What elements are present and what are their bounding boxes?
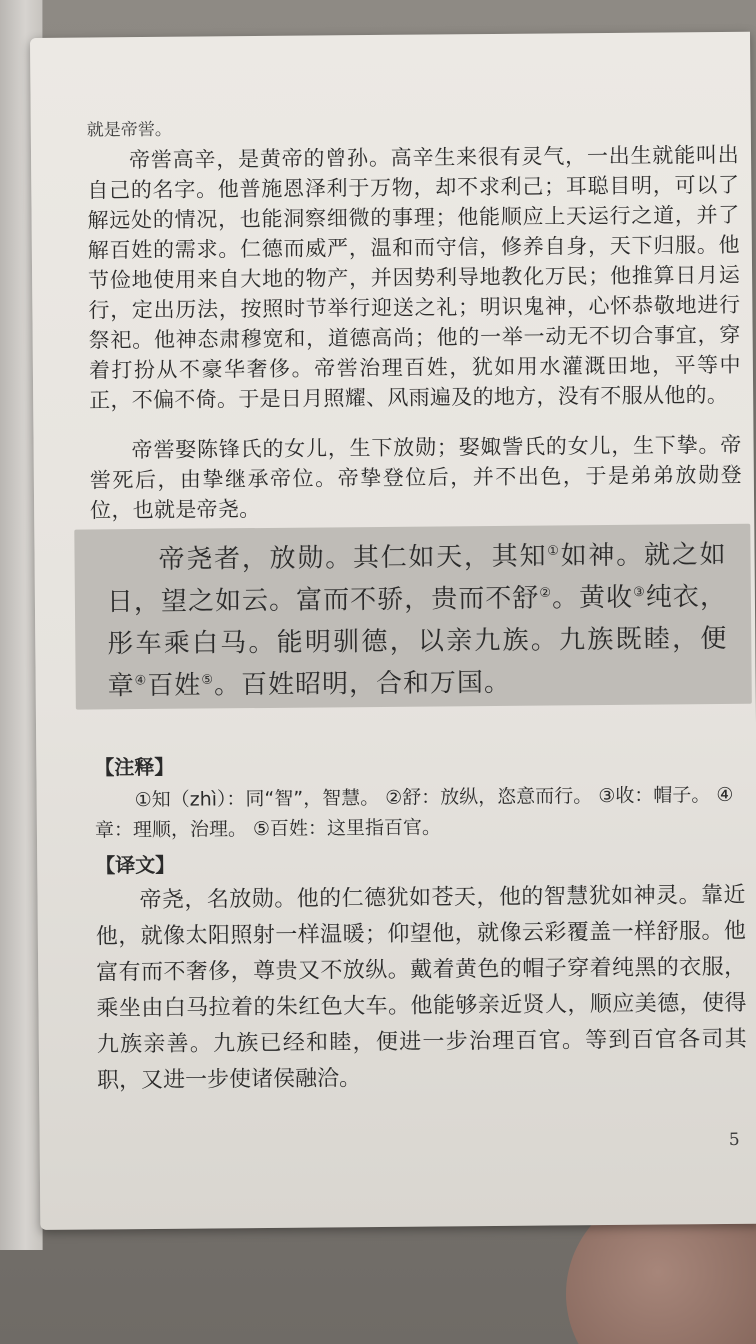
notes-heading: 【注释】 — [94, 754, 175, 780]
quote-part: 。黄收 — [551, 582, 634, 614]
footnote-marker: ④ — [134, 673, 148, 689]
book-page — [30, 32, 756, 1230]
footnote-marker: ⑤ — [201, 672, 215, 688]
quote-part: 如神。就之如日，望之如云。富而不骄，贵而不舒 — [106, 539, 727, 618]
footnote-marker: ① — [547, 543, 561, 559]
footnote-marker: ③ — [633, 584, 646, 601]
top-line: 就是帝喾。 — [86, 119, 172, 141]
quote-part: 百姓 — [147, 670, 202, 702]
translation-body: 帝尧，名放勋。他的仁德犹如苍天，他的智慧犹如神灵。靠近他，就像太阳照射一样温暖；仰望他，就像云彩覆盖一样舒服。他富有而不奢侈，尊贵又不放纵。戴着黄色的帽子穿着纯黑的衣服，乘坐由白马拉着的朱红色大车。他能够亲近贤人，顺应美德，使得九族亲善。九族已经和睦，便进一步治理百官。等到百官各司其职，又进一步使诸侯融洽。 — [95, 882, 747, 1094]
notes-body: ①知（zhì）：同“智”，智慧。 ②舒：放纵，恣意而行。 ③收：帽子。 ④章：理顺，治理。 ⑤百姓：这里指百官。 — [94, 783, 734, 842]
quote-part: 帝尧者，放勋。其仁如天，其知 — [158, 541, 548, 575]
footnote-marker: ② — [539, 585, 553, 601]
quote-part: 。百姓昭明，合和万国。 — [213, 667, 512, 701]
quote-part: 纯衣，彤车乘白马。能明驯德，以亲九族。九族既睦，便章 — [107, 581, 728, 702]
paragraph-2: 帝喾娶陈锋氏的女儿，生下放勋；娶娵訾氏的女儿，生下挚。帝喾死后，由挚继承帝位。帝挚登位后，并不出色，于是弟弟放勋登位，也就是帝尧。 — [89, 432, 742, 523]
paragraph-1: 帝喾高辛，是黄帝的曾孙。高辛生来很有灵气，一出生就能叫出自己的名字。他普施恩泽利于万物，却不求利己；耳聪目明，可以了解远处的情况，也能洞察细微的事理；他能顺应上天运行之道，并了解百姓的需求。仁德而威严，温和而守信，修养自身，天下归服。他节俭地使用来自大地的物产，并因势利导地教化万民；他推算日月运行，定出历法，按照时节举行迎送之礼；明识鬼神，心怀恭敬地进行祭祀。他神态肃穆宽和，道德高尚；他的一举一动无不切合事宜，穿着打扮从不豪华奢侈。帝喾治理百姓，犹如用水灌溉田地，平等中正，不偏不倚。于是日月照耀、风雨遍及的地方，没有不服从他的。 — [87, 142, 741, 413]
page-number: 5 — [728, 1129, 740, 1150]
original-text — [106, 534, 727, 707]
translation-heading: 【译文】 — [95, 852, 176, 878]
